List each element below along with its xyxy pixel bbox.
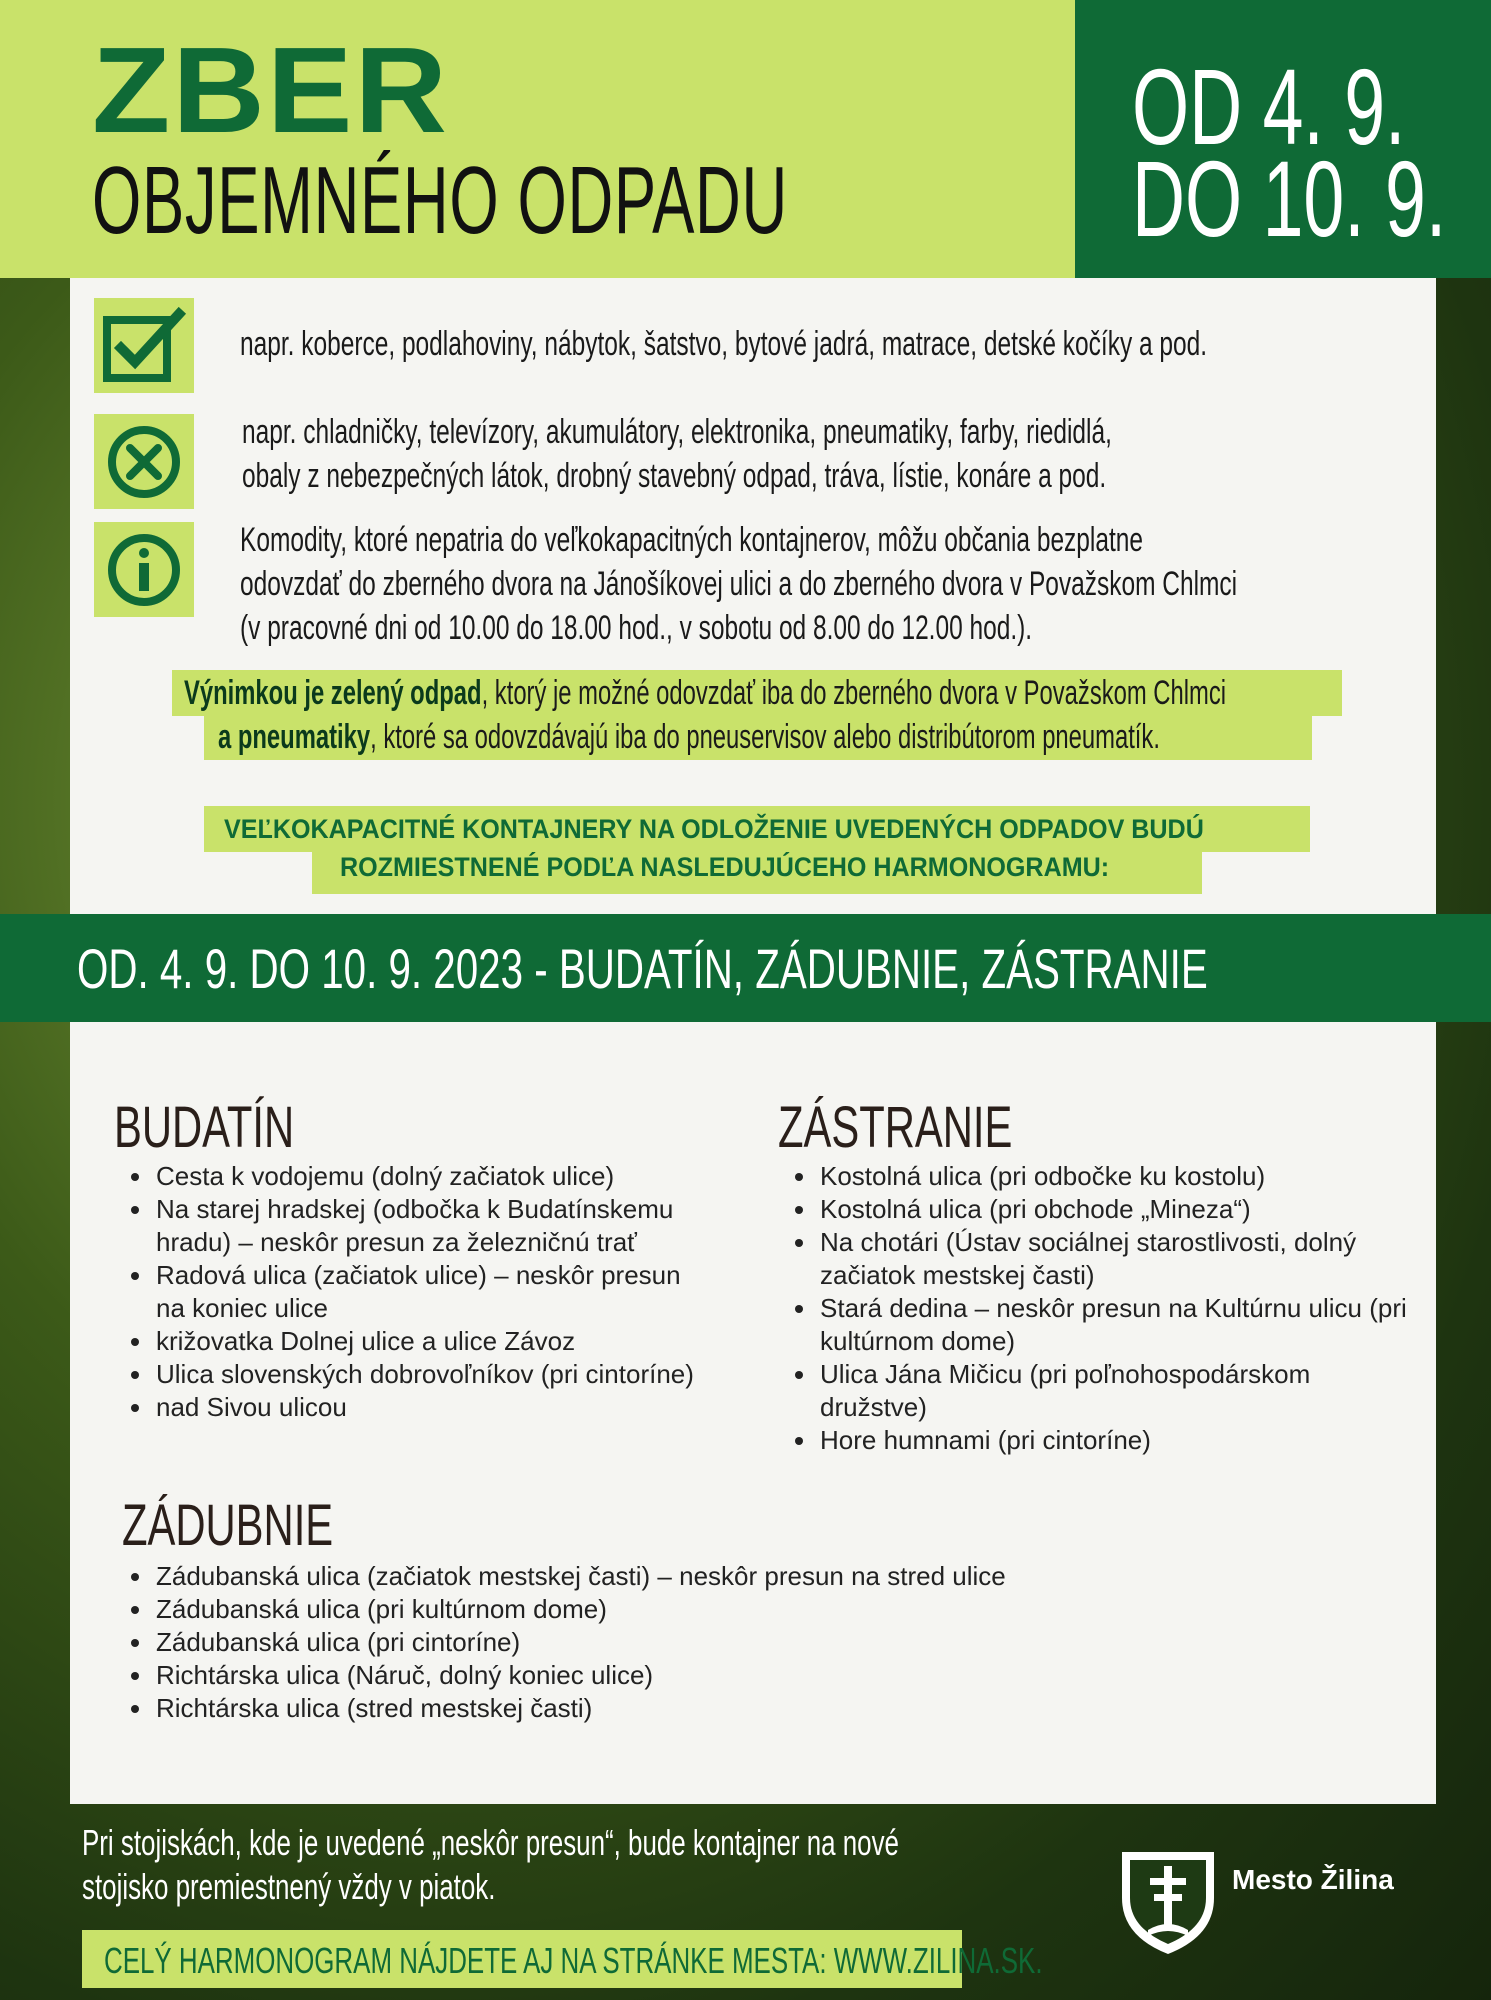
zadubnie-title: ZÁDUBNIE bbox=[122, 1493, 334, 1558]
schedule-band bbox=[0, 914, 1491, 1022]
exception-rest2: , ktoré sa odovzdávajú iba do pneuservisov alebo distribútorom pneumatík. bbox=[370, 718, 1160, 756]
allowed-items-text: napr. koberce, podlahoviny, nábytok, šatstvo, bytové jadrá, matrace, detské kočíky a pod. bbox=[240, 325, 1208, 363]
forbidden-items-line1: napr. chladničky, televízory, akumulátory, elektronika, pneumatiky, farby, riedidlá, bbox=[242, 413, 1112, 451]
list-item: • Zádubanská ulica (pri cintoríne) bbox=[154, 1626, 1154, 1659]
footer-note-line2: stojisko premiestnený vždy v piatok. bbox=[82, 1866, 496, 1907]
list-item: • Ulica Jána Mičicu (pri poľnohospodárskom družstve) bbox=[818, 1358, 1418, 1424]
list-item: • nad Sivou ulicou bbox=[154, 1391, 714, 1424]
date-to: DO 10. 9. bbox=[1132, 138, 1447, 259]
list-item: • Hore humnami (pri cintoríne) bbox=[818, 1424, 1418, 1457]
forbidden-items-line2: obaly z nebezpečných látok, drobný stavebný odpad, tráva, lístie, konáre a pod. bbox=[242, 457, 1107, 495]
budatin-list bbox=[114, 1160, 714, 1424]
header-banner bbox=[0, 0, 1075, 278]
note-line3: (v pracovné dni od 10.00 do 18.00 hod., v sobotu od 8.00 do 12.00 hod.). bbox=[240, 609, 1033, 647]
allowed-icon-box bbox=[94, 298, 194, 393]
list-item: • Stará dedina – neskôr presun na Kultúrnu ulicu (pri kultúrnom dome) bbox=[818, 1292, 1418, 1358]
locations-panel bbox=[70, 1022, 1436, 1804]
exception-bold1: Výnimkou je zelený odpad bbox=[184, 674, 482, 712]
x-circle-icon bbox=[101, 422, 187, 502]
list-item: • Zádubanská ulica (pri kultúrnom dome) bbox=[154, 1593, 1154, 1626]
list-item: • Na chotári (Ústav sociálnej starostlivosti, dolný začiatok mestskej časti) bbox=[818, 1226, 1418, 1292]
info-panel bbox=[70, 278, 1436, 914]
exception-line1 bbox=[184, 674, 1226, 713]
coat-of-arms-icon bbox=[1118, 1848, 1218, 1958]
list-item: • Na starej hradskej (odbočka k Budatínskemu hradu) – neskôr presun za železničnú trať bbox=[154, 1193, 714, 1259]
checkbox-check-icon bbox=[101, 306, 187, 386]
list-item: • Ulica slovenských dobrovoľníkov (pri cintoríne) bbox=[154, 1358, 714, 1391]
zastranie-title: ZÁSTRANIE bbox=[778, 1095, 1013, 1160]
exception-rest1: , ktorý je možné odovzdať iba do zberného dvora v Považskom Chlmci bbox=[481, 674, 1227, 712]
exception-bold2: a pneumatiky bbox=[218, 718, 371, 756]
city-logo-text: Mesto Žilina bbox=[1232, 1864, 1394, 1895]
list-item: • Zádubanská ulica (začiatok mestskej časti) – neskôr presun na stred ulice bbox=[154, 1560, 1154, 1593]
list-item: • Kostolná ulica (pri odbočke ku kostolu) bbox=[818, 1160, 1418, 1193]
page-title: ZBER bbox=[92, 22, 450, 158]
info-circle-icon bbox=[101, 530, 187, 610]
note-line2: odovzdať do zberného dvora na Jánošíkovej ulici a do zberného dvora v Považskom Chlmci bbox=[240, 565, 1238, 603]
caption-line2: ROZMIESTNENÉ PODĽA NASLEDUJÚCEHO HARMONOGRAMU: bbox=[340, 852, 1110, 882]
zastranie-list bbox=[778, 1160, 1418, 1457]
forbidden-icon-box bbox=[94, 414, 194, 509]
schedule-heading: OD. 4. 9. DO 10. 9. 2023 - BUDATÍN, ZÁDUBNIE, ZÁSTRANIE bbox=[77, 937, 1208, 1000]
footer-note-line1: Pri stojiskách, kde je uvedené „neskôr presun“, bude kontajner na nové bbox=[82, 1822, 899, 1863]
list-item: • Richtárska ulica (Náruč, dolný koniec ulice) bbox=[154, 1659, 1154, 1692]
list-item: • Radová ulica (začiatok ulice) – neskôr presun na koniec ulice bbox=[154, 1259, 714, 1325]
list-item: • Richtárska ulica (stred mestskej časti) bbox=[154, 1692, 1154, 1725]
list-item: • Kostolná ulica (pri obchode „Mineza“) bbox=[818, 1193, 1418, 1226]
website-text: CELÝ HARMONOGRAM NÁJDETE AJ NA STRÁNKE MESTA: WWW.ZILINA.SK. bbox=[104, 1940, 1043, 1981]
budatin-title: BUDATÍN bbox=[114, 1095, 295, 1160]
list-item: • križovatka Dolnej ulice a ulice Závoz bbox=[154, 1325, 714, 1358]
page-subtitle: OBJEMNÉHO ODPADU bbox=[92, 147, 788, 254]
caption-line1: VEĽKOKAPACITNÉ KONTAJNERY NA ODLOŽENIE UVEDENÝCH ODPADOV BUDÚ bbox=[224, 814, 1204, 844]
exception-line2 bbox=[218, 718, 1160, 757]
list-item: • Cesta k vodojemu (dolný začiatok ulice) bbox=[154, 1160, 714, 1193]
date-from: OD 4. 9. bbox=[1132, 46, 1406, 167]
info-icon-box bbox=[94, 522, 194, 617]
website-banner bbox=[82, 1930, 1043, 1988]
note-line1: Komodity, ktoré nepatria do veľkokapacitných kontajnerov, môžu občania bezplatne bbox=[240, 521, 1144, 559]
zadubnie-list bbox=[114, 1560, 1154, 1725]
